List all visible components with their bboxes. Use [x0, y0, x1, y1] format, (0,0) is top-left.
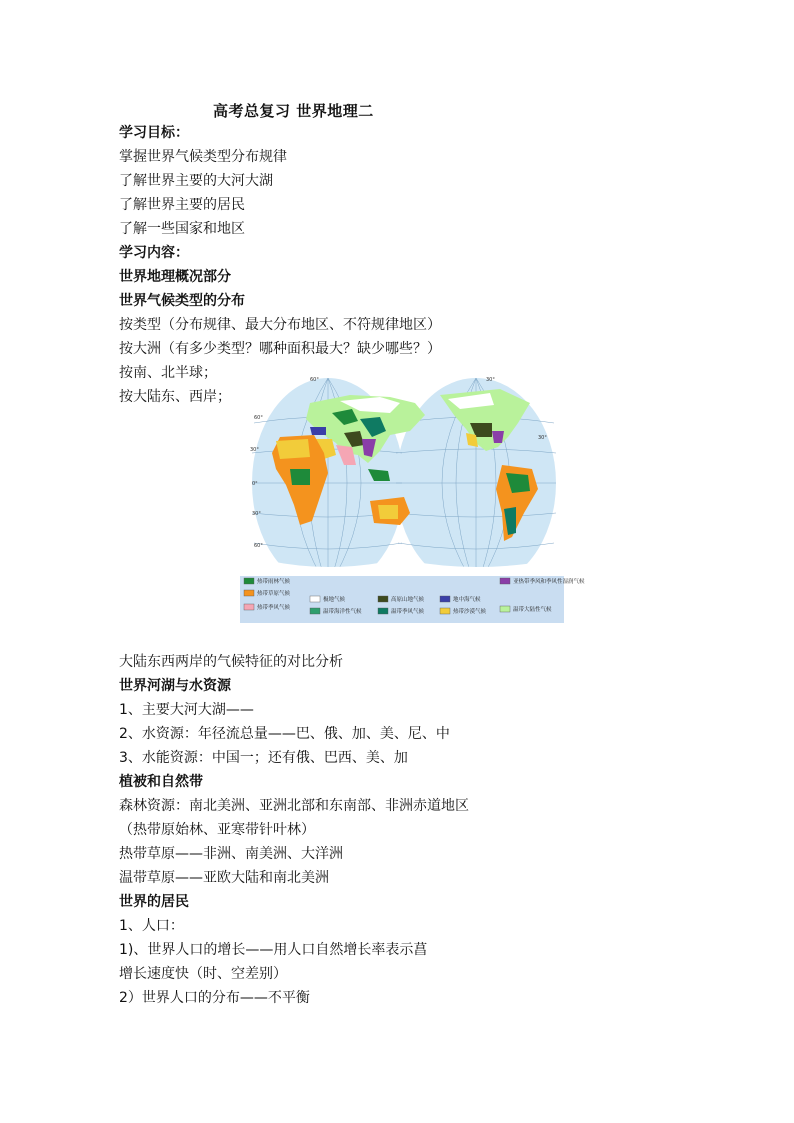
legend-swatch: [310, 608, 320, 614]
latitude-label: 30°: [252, 511, 261, 517]
text-line: 2）世界人口的分布——不平衡: [119, 990, 310, 1006]
legend-swatch: [378, 608, 388, 614]
legend-swatch: [440, 608, 450, 614]
text-line: 1、主要大河大湖——: [119, 702, 254, 718]
legend-swatch: [310, 596, 320, 602]
legend-swatch: [244, 604, 254, 610]
legend-label: 亚热带季风和季风性湿润气候: [513, 579, 585, 585]
legend-label: 温带大陆性气候: [513, 607, 552, 613]
text-line: 按类型（分布规律、最大分布地区、不符规律地区）: [119, 317, 441, 333]
text-line: 掌握世界气候类型分布规律: [119, 149, 287, 165]
text-line: 热带草原——非洲、南美洲、大洋洲: [119, 846, 343, 862]
text-line: 森林资源：南北美洲、亚洲北部和东南部、非洲赤道地区: [119, 798, 469, 814]
text-line: 按南、北半球；: [119, 365, 217, 381]
text-line: 1、人口：: [119, 918, 184, 934]
page-title: 高考总复习 世界地理二: [213, 102, 374, 120]
text-line: 增长速度快（时、空差别）: [119, 966, 287, 982]
section-content: [119, 650, 469, 1010]
section-heading: 世界的居民: [119, 894, 189, 910]
latitude-label: 60°: [254, 543, 263, 549]
text-line: 大陆东西两岸的气候特征的对比分析: [119, 654, 343, 670]
latitude-label: 30°: [250, 447, 259, 453]
section-heading: 学习内容：: [119, 245, 189, 261]
text-line: 温带草原——亚欧大陆和南北美洲: [119, 870, 329, 886]
longitude-label: 30°: [538, 435, 547, 441]
legend-swatch: [244, 578, 254, 584]
section-heading: 世界河湖与水资源: [119, 678, 231, 694]
legend-swatch: [500, 578, 510, 584]
legend-label: 温带季风气候: [391, 609, 425, 615]
latitude-label: 60°: [254, 415, 263, 421]
legend-label: 热带季风气候: [257, 605, 291, 611]
legend-swatch: [378, 596, 388, 602]
section-heading: 世界气候类型的分布: [119, 293, 245, 309]
text-line: 3、水能资源：中国一；还有俄、巴西、美、加: [119, 750, 408, 766]
world-climate-map: [240, 373, 585, 623]
longitude-label: 30°: [486, 377, 495, 383]
text-line: 2、水资源：年径流总量——巴、俄、加、美、尼、中: [119, 726, 450, 742]
legend-swatch: [244, 590, 254, 596]
legend-label: 热带雨林气候: [257, 579, 291, 585]
legend-label: 热带沙漠气候: [453, 609, 487, 615]
legend-label: 温带海洋性气候: [323, 609, 362, 615]
section-heading: 学习目标：: [119, 125, 189, 141]
text-line: （热带原始林、亚寒带针叶林）: [119, 822, 315, 838]
text-line: 了解世界主要的大河大湖: [119, 173, 273, 189]
legend-swatch: [500, 606, 510, 612]
legend-swatch: [440, 596, 450, 602]
text-line: 按大陆东、西岸；: [119, 389, 231, 405]
section-study-goals: [119, 121, 441, 409]
text-line: 按大洲（有多少类型？哪种面积最大？缺少哪些？）: [119, 341, 441, 357]
longitude-label: 60°: [310, 377, 319, 383]
section-heading: 植被和自然带: [119, 774, 203, 790]
legend-label: 极地气候: [323, 597, 346, 603]
section-heading: 世界地理概况部分: [119, 269, 231, 285]
legend-label: 地中海气候: [453, 597, 481, 603]
text-line: 1)、世界人口的增长——用人口自然增长率表示菖: [119, 942, 428, 958]
legend-label: 高原山地气候: [391, 597, 425, 603]
text-line: 了解一些国家和地区: [119, 221, 245, 237]
text-line: 了解世界主要的居民: [119, 197, 245, 213]
latitude-label: 0°: [252, 481, 258, 487]
legend-label: 热带草原气候: [257, 591, 291, 597]
